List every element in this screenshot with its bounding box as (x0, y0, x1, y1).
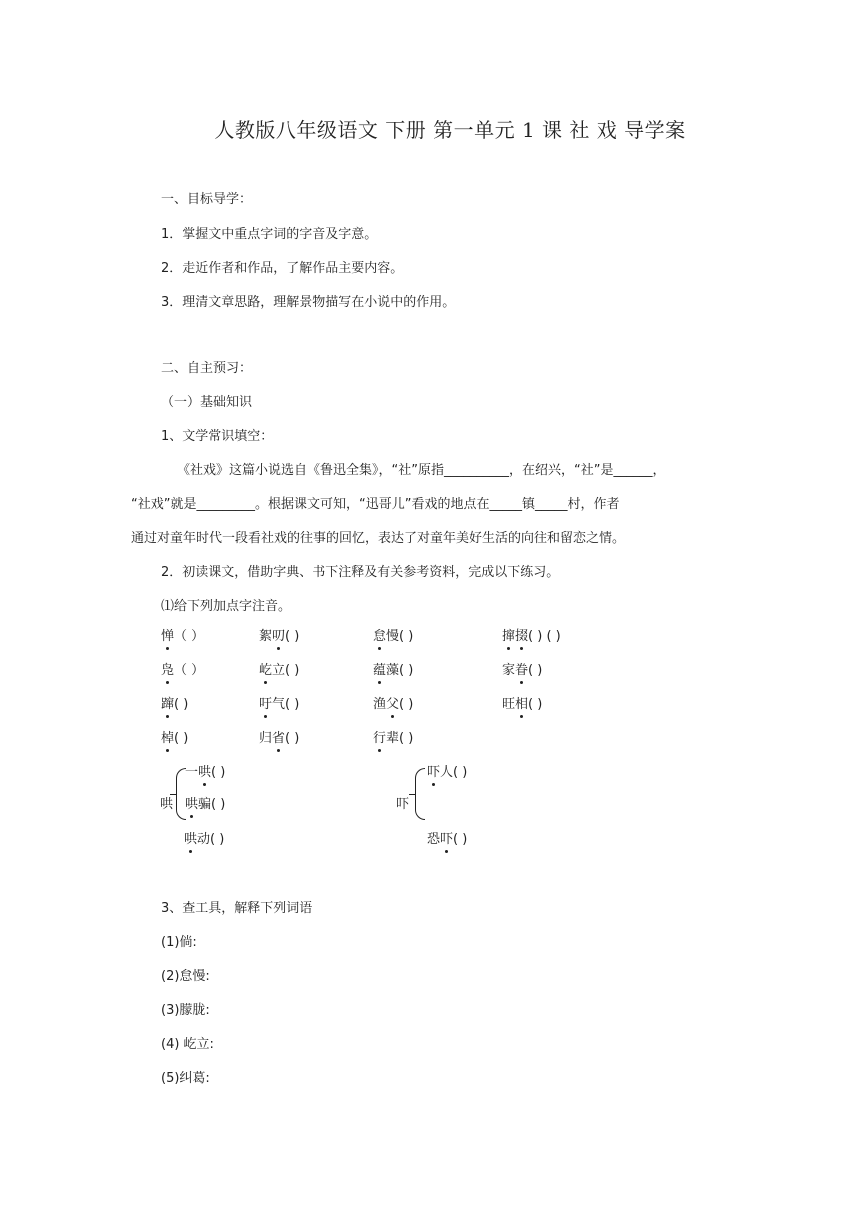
pinyin-item: 凫（ ） (161, 663, 205, 678)
term-item: (2)怠慢: (161, 969, 210, 984)
question-title: 3、查工具，解释下列词语 (161, 901, 313, 916)
pinyin-item: 哄骗( ) (185, 797, 226, 812)
pinyin-item: 撺掇( ) ( ) (502, 629, 561, 644)
goal-item: 2．走近作者和作品，了解作品主要内容。 (161, 261, 404, 276)
question-title: 1、文学常识填空： (161, 429, 274, 444)
section-heading: 一、目标导学： (161, 192, 253, 207)
pinyin-item: 蕴藻( ) (373, 663, 414, 678)
pinyin-item: 吁气( ) (259, 697, 300, 712)
pinyin-item: 恐吓( ) (427, 832, 468, 847)
question-subtitle: ⑴给下列加点字注音。 (161, 599, 292, 614)
pinyin-item: 惮（ ） (161, 629, 205, 644)
term-item: (3)朦胧: (161, 1003, 210, 1018)
pinyin-item: 棹( ) (161, 731, 189, 746)
pinyin-item: 哄动( ) (184, 832, 225, 847)
brace-icon (415, 768, 425, 820)
pinyin-item: 絮叨( ) (259, 629, 300, 644)
pinyin-item: 吓人( ) (427, 765, 468, 780)
term-item: (4) 屹立: (161, 1037, 214, 1052)
goal-item: 3．理清文章思路，理解景物描写在小说中的作用。 (161, 295, 456, 310)
term-item: (5)纠葛: (161, 1071, 210, 1086)
polyphone-char: 吓 (396, 797, 410, 812)
question-text: 《社戏》这篇小说选自《鲁迅全集》，“社”原指__________，在绍兴，“社”是______， (177, 463, 666, 478)
page-title: 人教版八年级语文 下册 第一单元 1 课 社 戏 导学案 (214, 118, 686, 142)
polyphone-char: 哄 (160, 797, 174, 812)
pinyin-item: 一哄( ) (185, 765, 226, 780)
question-text: “社戏”就是_________。根据课文可知，“迅哥儿”看戏的地点在_____镇_____村，作者 (131, 497, 620, 512)
section-heading: 二、自主预习： (161, 361, 253, 376)
pinyin-item: 家眷( ) (502, 663, 543, 678)
question-text: 通过对童年时代一段看社戏的往事的回忆，表达了对童年美好生活的向往和留恋之情。 (131, 531, 626, 546)
pinyin-item: 怠慢( ) (373, 629, 414, 644)
pinyin-item: 渔父( ) (373, 697, 414, 712)
pinyin-item: 蹿( ) (161, 697, 189, 712)
pinyin-item: 屹立( ) (259, 663, 300, 678)
term-item: (1)倘: (161, 935, 197, 950)
pinyin-item: 旺相( ) (502, 697, 543, 712)
goal-item: 1．掌握文中重点字词的字音及字意。 (161, 227, 378, 242)
question-title: 2．初读课文，借助字典、书下注释及有关参考资料，完成以下练习。 (161, 565, 560, 580)
subsection-heading: （一）基础知识 (161, 395, 253, 410)
pinyin-item: 行辈( ) (373, 731, 414, 746)
pinyin-item: 归省( ) (259, 731, 300, 746)
